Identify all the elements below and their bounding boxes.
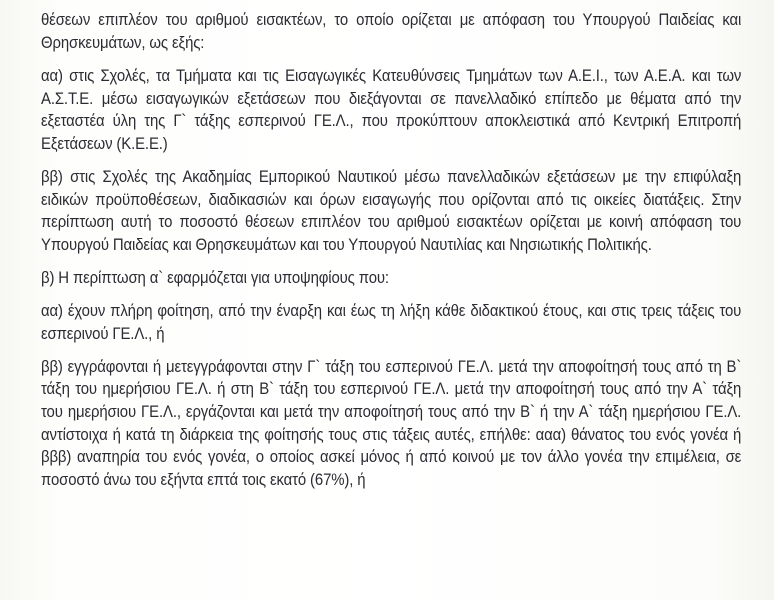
document-page xyxy=(41,9,741,502)
paragraph-intro: θέσεων επιπλέον του αριθμού εισακτέων, το οποίο ορίζεται με απόφαση του Υπουργού Παιδείας και Θρησκευμάτων, ως εξής: xyxy=(41,10,742,52)
paragraph-bb-merchant-navy: ββ) στις Σχολές της Ακαδημίας Εμπορικού Ναυτικού μέσω πανελλαδικών εξετάσεων με την επιφύλαξη ειδικών προϋποθέσεων, διαδικασιών και όρων εισαγωγής που ορίζονται από τις οικείες διατάξεις. Στην περίπτωση αυτή το ποσοστό θέσεων επιπλέον του αριθμού εισακτέων ορίζεται με κοινή απόφαση του Υπουργού Παιδείας και Θρησκευμάτων και του Υπουργού Ναυτιλίας και Νησιωτικής Πολιτικής. xyxy=(41,167,742,254)
paragraph-bb-enrollment: ββ) εγγράφονται ή μετεγγράφονται στην Γ` τάξη του εσπερινού ΓΕ.Λ. μετά την αποφοίτησή τους από τη Β` τάξη του ημερήσιου ΓΕ.Λ. ή στη Β` τάξη του εσπερινού ΓΕ.Λ. μετά την αποφοίτησή τους από την Α` τάξη του ημερήσιου ΓΕ.Λ., εργάζονται και μετά την αποφοίτησή τους από την Β` ή την Α` τάξη ημερήσιου ΓΕ.Λ. αντίστοιχα ή κατά τη διάρκεια της φοίτησής τους στις τάξεις αυτές, επήλθε: ααα) θάνατος του ενός γονέα ή βββ) αναπηρία του ενός γονέα, ο οποίος ασκεί μόνος ή από κοινού με τον άλλο γονέα την επιμέλεια, σε ποσοστό άνω του εξήντα επτά τοις εκατό (67%), ή xyxy=(41,356,742,489)
paragraph-aa-exams: αα) στις Σχολές, τα Τμήματα και τις Εισαγωγικές Κατευθύνσεις Τμημάτων των Α.Ε.Ι., των Α.Ε.Α. και των Α.Σ.Τ.Ε. μέσω εισαγωγικών εξετάσεων που διεξάγονται σε πανελλαδικό επίπεδο με θέματα από την εξεταστέα ύλη της Γ` τάξης εσπερινού ΓΕ.Λ., που προκύπτουν αποκλειστικά από Κεντρική Επιτροπή Εξετάσεων (Κ.Ε.Ε.) xyxy=(41,66,742,153)
paragraph-b-applicability: β) Η περίπτωση α` εφαρμόζεται για υποψηφίους που: xyxy=(41,267,389,287)
paragraph-aa-full-attendance: αα) έχουν πλήρη φοίτηση, από την έναρξη και έως τη λήξη κάθε διδακτικού έτους, και στις τρεις τάξεις του εσπερινού ΓΕ.Λ., ή xyxy=(41,301,742,343)
